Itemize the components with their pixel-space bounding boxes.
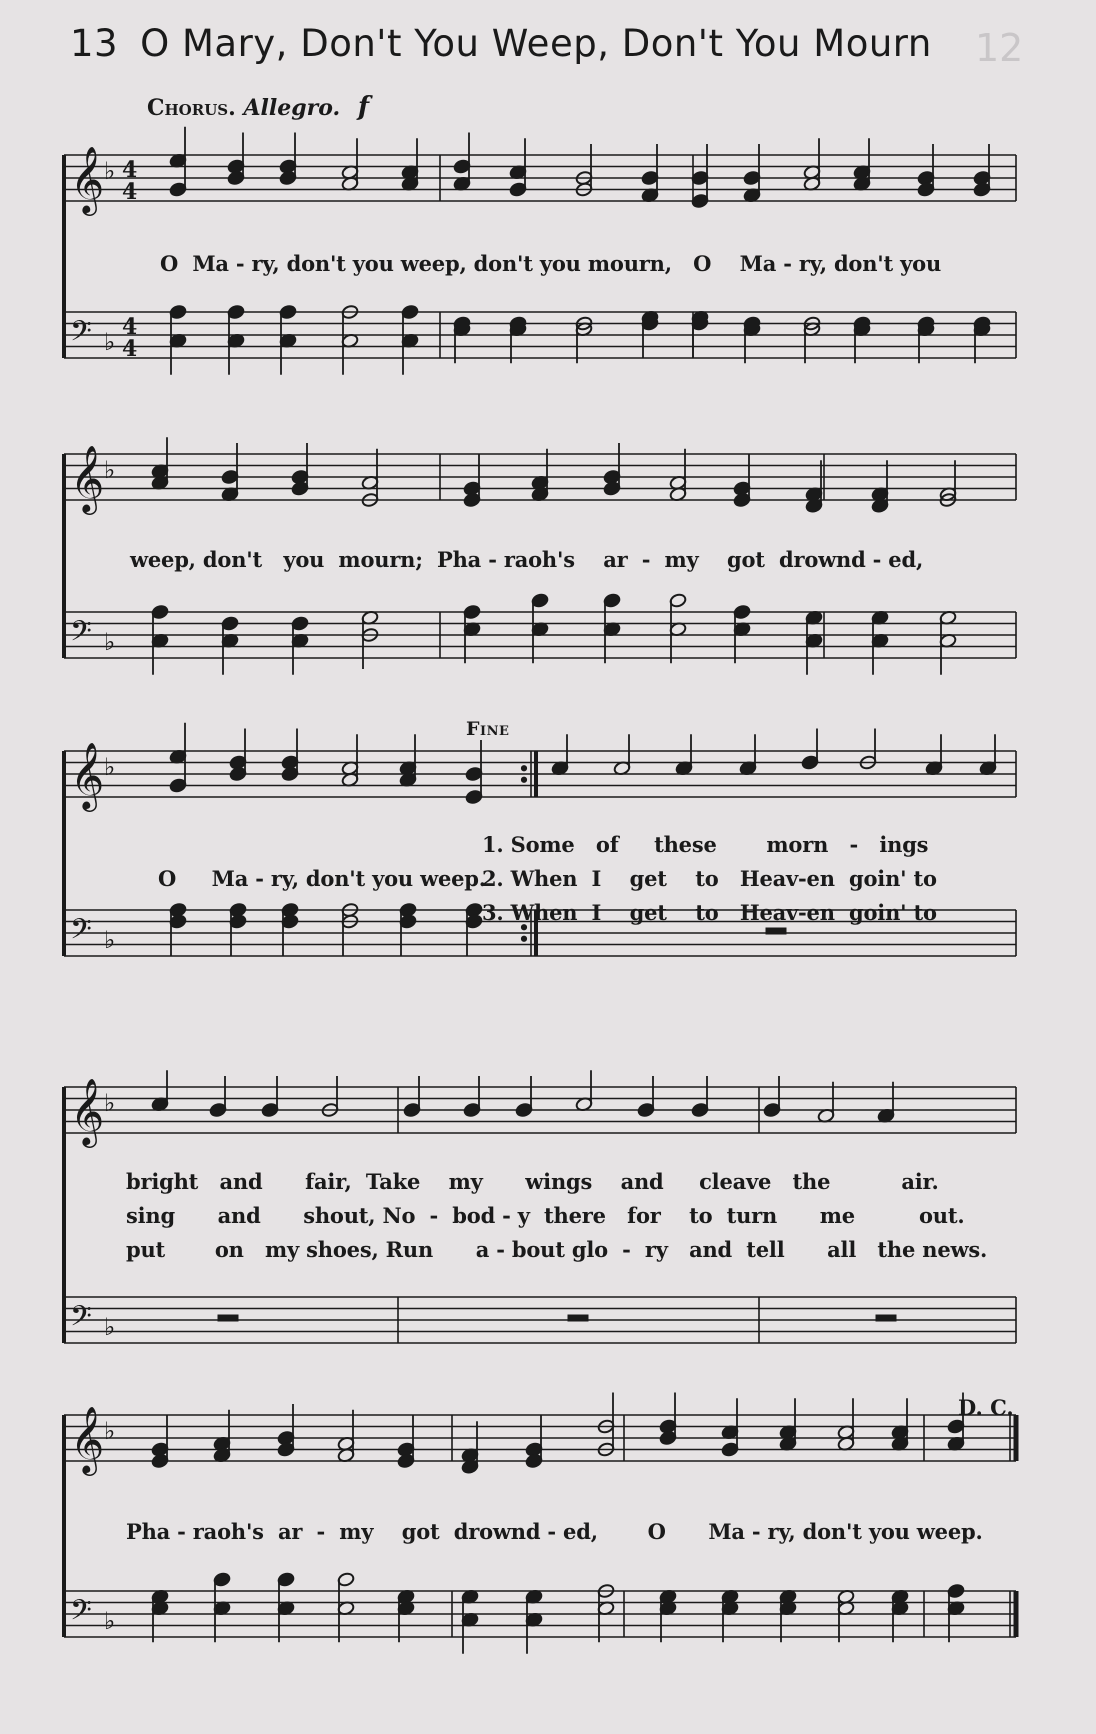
lyrics-system-4-verse-3: put on my shoes, Run a - bout glo - ry and tell all the news. — [126, 1237, 988, 1262]
time-signature-bottom: 4 — [122, 179, 138, 205]
lyrics-system-3-verse-2: 2. When I get to Heav-en goin' to — [482, 866, 937, 891]
lyrics-system-3-verse-1: 1. Some of these morn - ings — [482, 832, 929, 857]
whole-rest-icon — [766, 928, 786, 934]
treble-clef-icon: 𝄞 — [70, 741, 105, 809]
hymn-number: 13 — [70, 22, 119, 65]
treble-clef-icon: 𝄞 — [70, 1077, 105, 1145]
flat-key-signature-icon: ♭ — [104, 628, 116, 656]
flat-key-signature-icon: ♭ — [104, 1313, 116, 1341]
tempo-marking: Allegro. — [243, 95, 341, 121]
flat-key-signature-icon: ♭ — [104, 456, 116, 484]
lyrics-system-2: weep, don't you mourn; Pha - raoh's ar - my got drownd - ed, — [130, 547, 924, 572]
bass-clef-icon: 𝄢 — [70, 913, 92, 953]
time-signature-top: 4 — [122, 157, 138, 183]
lyrics-system-5: Pha - raoh's ar - my got drownd - ed, O Ma - ry, don't you weep. — [126, 1519, 983, 1544]
repeat-dot — [521, 766, 526, 771]
time-signature-bottom: 4 — [122, 336, 138, 362]
flat-key-signature-icon: ♭ — [104, 1089, 116, 1117]
flat-key-signature-icon: ♭ — [104, 157, 116, 185]
flat-key-signature-icon: ♭ — [104, 926, 116, 954]
lyrics-system-4-verse-1: bright and fair, Take my wings and cleave the air. — [126, 1169, 939, 1194]
dc-marking: D. C. — [958, 1395, 1014, 1420]
flat-key-signature-icon: ♭ — [104, 1607, 116, 1635]
flat-key-signature-icon: ♭ — [104, 328, 116, 356]
hymn-title-text: O Mary, Don't You Weep, Don't You Mourn — [140, 22, 932, 65]
flat-key-signature-icon: ♭ — [104, 753, 116, 781]
bass-clef-icon: 𝄢 — [70, 1594, 92, 1634]
whole-rest-icon — [876, 1315, 896, 1321]
treble-clef-icon: 𝄞 — [70, 444, 105, 512]
lyrics-system-4-verse-2: sing and shout, No - bod - y there for to turn me out. — [126, 1203, 965, 1228]
ghost-page-number: 12 — [975, 26, 1024, 70]
bass-clef-icon: 𝄢 — [70, 1300, 92, 1340]
repeat-dot — [521, 925, 526, 930]
lyrics-system-3-verse-3: 3. When I get to Heav-en goin' to — [482, 900, 937, 925]
lyrics-system-1: O Ma - ry, don't you weep, don't you mourn, O Ma - ry, don't you — [160, 251, 942, 276]
fine-marking: Fine — [466, 718, 510, 740]
repeat-dot — [521, 777, 526, 782]
repeat-dot — [521, 936, 526, 941]
bass-clef-icon: 𝄢 — [70, 615, 92, 655]
bass-clef-icon: 𝄢 — [70, 315, 92, 355]
chorus-label: Chorus. — [147, 95, 236, 121]
time-signature-top: 4 — [122, 314, 138, 340]
treble-clef-icon: 𝄞 — [70, 145, 105, 213]
treble-clef-icon: 𝄞 — [70, 1405, 105, 1473]
whole-rest-icon — [568, 1315, 588, 1321]
whole-rest-icon — [218, 1315, 238, 1321]
flat-key-signature-icon: ♭ — [104, 1417, 116, 1445]
dynamic-marking: f — [357, 92, 370, 122]
lyrics-system-3-chorus: O Ma - ry, don't you weep. — [158, 866, 486, 891]
